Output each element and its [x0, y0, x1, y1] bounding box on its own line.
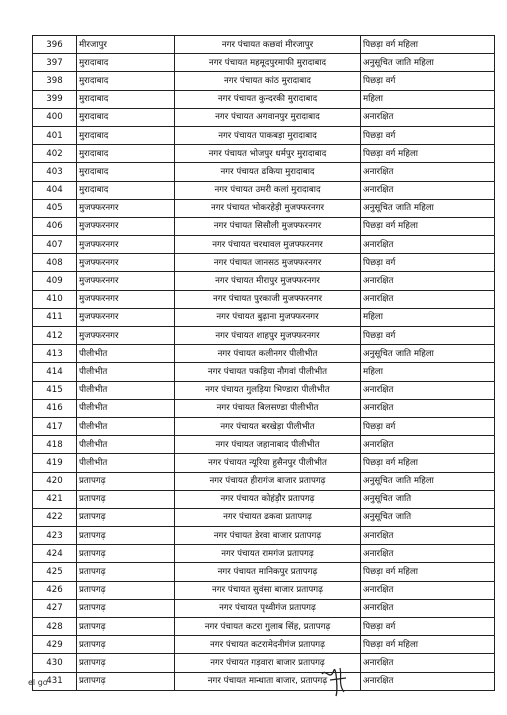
district-cell: मुरादाबाद	[77, 72, 175, 90]
table-row	[33, 672, 495, 690]
nagar-panchayat-cell: नगर पंचायत पुरकाजी मुजफ्फरनगर	[175, 290, 361, 308]
reservation-category-cell: अनारक्षित	[361, 399, 495, 417]
table-row	[33, 636, 495, 654]
district-cell: मुजफ्फरनगर	[77, 327, 175, 345]
reservation-category-cell: अनारक्षित	[361, 654, 495, 672]
district-cell: प्रतापगढ़	[77, 672, 175, 690]
serial-number-cell: 431	[33, 672, 77, 690]
district-cell: मुरादाबाद	[77, 90, 175, 108]
district-cell: पीलीभीत	[77, 454, 175, 472]
reservation-category-cell: अनारक्षित	[361, 163, 495, 181]
table-row	[33, 290, 495, 308]
reservation-category-cell: अनारक्षित	[361, 272, 495, 290]
serial-number-cell: 416	[33, 399, 77, 417]
nagar-panchayat-cell: नगर पंचायत ढकवा प्रतापगढ़	[175, 508, 361, 526]
serial-number-cell: 397	[33, 54, 77, 72]
reservation-category-cell: पिछड़ा वर्ग	[361, 417, 495, 435]
reservation-category-cell: अनारक्षित	[361, 672, 495, 690]
table-row	[33, 381, 495, 399]
serial-number-cell: 424	[33, 545, 77, 563]
district-cell: प्रतापगढ़	[77, 581, 175, 599]
nagar-panchayat-cell: नगर पंचायत पृथ्वीगंज प्रतापगढ़	[175, 599, 361, 617]
table-row	[33, 527, 495, 545]
serial-number-cell: 428	[33, 618, 77, 636]
nagar-panchayat-cell: नगर पंचायत मानिकपुर प्रतापगढ़	[175, 563, 361, 581]
table-row	[33, 417, 495, 435]
reservation-category-cell: अनुसूचित जाति महिला	[361, 199, 495, 217]
reservation-category-cell: पिछड़ा वर्ग महिला	[361, 563, 495, 581]
nagar-panchayat-cell: नगर पंचायत कछवां मीरजापुर	[175, 36, 361, 54]
nagar-panchayat-cell: नगर पंचायत हीरागंज बाजार प्रतापगढ़	[175, 472, 361, 490]
nagar-panchayat-cell: नगर पंचायत ढकिया मुरादाबाद	[175, 163, 361, 181]
reservation-category-cell: पिछड़ा वर्ग महिला	[361, 36, 495, 54]
table-row	[33, 199, 495, 217]
district-cell: मुजफ्फरनगर	[77, 254, 175, 272]
serial-number-cell: 430	[33, 654, 77, 672]
district-cell: पीलीभीत	[77, 436, 175, 454]
serial-number-cell: 411	[33, 308, 77, 326]
district-cell: मुजफ्फरनगर	[77, 217, 175, 235]
district-cell: प्रतापगढ़	[77, 618, 175, 636]
reservation-category-cell: पिछड़ा वर्ग	[361, 327, 495, 345]
table-row	[33, 236, 495, 254]
district-cell: पीलीभीत	[77, 363, 175, 381]
district-cell: पीलीभीत	[77, 417, 175, 435]
nagar-panchayat-cell: नगर पंचायत कांठ मुरादाबाद	[175, 72, 361, 90]
table-row	[33, 472, 495, 490]
district-cell: मुरादाबाद	[77, 163, 175, 181]
nagar-panchayat-cell: नगर पंचायत पकड़िया नौगवां पीलीभीत	[175, 363, 361, 381]
table-row	[33, 581, 495, 599]
nagar-panchayat-cell: नगर पंचायत डेरवा बाजार प्रतापगढ़	[175, 527, 361, 545]
serial-number-cell: 410	[33, 290, 77, 308]
reservation-category-cell: पिछड़ा वर्ग	[361, 72, 495, 90]
district-cell: मीरजापुर	[77, 36, 175, 54]
serial-number-cell: 415	[33, 381, 77, 399]
serial-number-cell: 404	[33, 181, 77, 199]
table-row	[33, 145, 495, 163]
table-row	[33, 345, 495, 363]
table-row	[33, 436, 495, 454]
nagar-panchayat-cell: नगर पंचायत शाहपुर मुजफ्फरनगर	[175, 327, 361, 345]
district-cell: मुजफ्फरनगर	[77, 272, 175, 290]
nagar-panchayat-cell: नगर पंचायत जहानाबाद पीलीभीत	[175, 436, 361, 454]
reservation-category-cell: अनारक्षित	[361, 599, 495, 617]
table-row	[33, 454, 495, 472]
nagar-panchayat-cell: नगर पंचायत मीरापुर मुजफ्फरनगर	[175, 272, 361, 290]
reservation-category-cell: अनारक्षित	[361, 527, 495, 545]
reservation-category-cell: पिछड़ा वर्ग महिला	[361, 636, 495, 654]
table-row	[33, 163, 495, 181]
district-cell: मुरादाबाद	[77, 54, 175, 72]
table-row	[33, 36, 495, 54]
reservation-category-cell: अनारक्षित	[361, 181, 495, 199]
reservation-category-cell: पिछड़ा वर्ग महिला	[361, 217, 495, 235]
footer-mark: el go	[28, 678, 48, 687]
nagar-panchayat-cell: नगर पंचायत उमरी कलां मुरादाबाद	[175, 181, 361, 199]
reservation-category-cell: महिला	[361, 308, 495, 326]
nagar-panchayat-cell: नगर पंचायत कटरामेदनीगंज प्रतापगढ़	[175, 636, 361, 654]
table-row	[33, 545, 495, 563]
serial-number-cell: 421	[33, 490, 77, 508]
table-body	[33, 36, 495, 691]
table-row	[33, 618, 495, 636]
reservation-category-cell: पिछड़ा वर्ग	[361, 126, 495, 144]
district-cell: मुजफ्फरनगर	[77, 199, 175, 217]
nagar-panchayat-cell: नगर पंचायत बुढ़ाना मुजफ्फरनगर	[175, 308, 361, 326]
table-row	[33, 308, 495, 326]
serial-number-cell: 407	[33, 236, 77, 254]
table-row	[33, 654, 495, 672]
district-cell: प्रतापगढ़	[77, 472, 175, 490]
table-row	[33, 508, 495, 526]
table-row	[33, 272, 495, 290]
district-cell: पीलीभीत	[77, 345, 175, 363]
district-cell: पीलीभीत	[77, 381, 175, 399]
serial-number-cell: 403	[33, 163, 77, 181]
reservation-category-cell: अनारक्षित	[361, 236, 495, 254]
serial-number-cell: 402	[33, 145, 77, 163]
district-cell: मुरादाबाद	[77, 181, 175, 199]
nagar-panchayat-cell: नगर पंचायत पाकबड़ा मुरादाबाद	[175, 126, 361, 144]
serial-number-cell: 406	[33, 217, 77, 235]
table-row	[33, 599, 495, 617]
serial-number-cell: 401	[33, 126, 77, 144]
nagar-panchayat-cell: नगर पंचायत बिलसण्डा पीलीभीत	[175, 399, 361, 417]
nagar-panchayat-cell: नगर पंचायत न्यूरिया हुसैनपुर पीलीभीत	[175, 454, 361, 472]
signature-mark	[316, 660, 356, 700]
nagar-panchayat-cell: नगर पंचायत मान्धाता बाजार, प्रतापगढ़	[175, 672, 361, 690]
table-row	[33, 108, 495, 126]
reservation-category-cell: अनुसूचित जाति	[361, 490, 495, 508]
district-cell: मुरादाबाद	[77, 145, 175, 163]
table-row	[33, 54, 495, 72]
table-row	[33, 72, 495, 90]
reservation-category-cell: महिला	[361, 90, 495, 108]
serial-number-cell: 425	[33, 563, 77, 581]
reservation-category-cell: पिछड़ा वर्ग महिला	[361, 145, 495, 163]
district-cell: प्रतापगढ़	[77, 527, 175, 545]
serial-number-cell: 400	[33, 108, 77, 126]
serial-number-cell: 414	[33, 363, 77, 381]
district-cell: मुजफ्फरनगर	[77, 290, 175, 308]
nagar-panchayat-cell: नगर पंचायत गुलड़िया भिण्डारा पीलीभीत	[175, 381, 361, 399]
serial-number-cell: 422	[33, 508, 77, 526]
serial-number-cell: 398	[33, 72, 77, 90]
district-cell: मुरादाबाद	[77, 126, 175, 144]
district-cell: प्रतापगढ़	[77, 599, 175, 617]
nagar-panchayat-cell: नगर पंचायत कटरा गुलाब सिंह, प्रतापगढ़	[175, 618, 361, 636]
table-row	[33, 563, 495, 581]
reservation-table	[32, 35, 495, 691]
serial-number-cell: 427	[33, 599, 77, 617]
nagar-panchayat-cell: नगर पंचायत कोहंड़ौर प्रतापगढ़	[175, 490, 361, 508]
reservation-category-cell: अनुसूचित जाति महिला	[361, 345, 495, 363]
serial-number-cell: 405	[33, 199, 77, 217]
serial-number-cell: 426	[33, 581, 77, 599]
serial-number-cell: 396	[33, 36, 77, 54]
district-cell: प्रतापगढ़	[77, 490, 175, 508]
nagar-panchayat-cell: नगर पंचायत सुवंसा बाजार प्रतापगढ़	[175, 581, 361, 599]
serial-number-cell: 412	[33, 327, 77, 345]
table-row	[33, 90, 495, 108]
reservation-category-cell: महिला	[361, 363, 495, 381]
table-row	[33, 327, 495, 345]
serial-number-cell: 413	[33, 345, 77, 363]
serial-number-cell: 399	[33, 90, 77, 108]
nagar-panchayat-cell: नगर पंचायत भोकरहेड़ी मुजफ्फरनगर	[175, 199, 361, 217]
serial-number-cell: 419	[33, 454, 77, 472]
district-cell: मुरादाबाद	[77, 108, 175, 126]
nagar-panchayat-cell: नगर पंचायत बरखेड़ा पीलीभीत	[175, 417, 361, 435]
nagar-panchayat-cell: नगर पंचायत महमूदपुरमाफी मुरादाबाद	[175, 54, 361, 72]
nagar-panchayat-cell: नगर पंचायत कलीनगर पीलीभीत	[175, 345, 361, 363]
district-cell: पीलीभीत	[77, 399, 175, 417]
district-cell: प्रतापगढ़	[77, 654, 175, 672]
table-row	[33, 399, 495, 417]
nagar-panchayat-cell: नगर पंचायत गड़वारा बाजार प्रतापगढ़	[175, 654, 361, 672]
serial-number-cell: 409	[33, 272, 77, 290]
nagar-panchayat-cell: नगर पंचायत भोजपुर धर्मपुर मुरादाबाद	[175, 145, 361, 163]
nagar-panchayat-cell: नगर पंचायत रामगंज प्रतापगढ़	[175, 545, 361, 563]
nagar-panchayat-cell: नगर पंचायत कुन्दरकी मुरादाबाद	[175, 90, 361, 108]
nagar-panchayat-cell: नगर पंचायत सिसौली मुजफ्फरनगर	[175, 217, 361, 235]
serial-number-cell: 420	[33, 472, 77, 490]
district-cell: प्रतापगढ़	[77, 636, 175, 654]
table-row	[33, 490, 495, 508]
district-cell: प्रतापगढ़	[77, 563, 175, 581]
serial-number-cell: 423	[33, 527, 77, 545]
district-cell: मुजफ्फरनगर	[77, 308, 175, 326]
serial-number-cell: 418	[33, 436, 77, 454]
reservation-category-cell: पिछड़ा वर्ग महिला	[361, 454, 495, 472]
serial-number-cell: 429	[33, 636, 77, 654]
reservation-category-cell: पिछड़ा वर्ग	[361, 254, 495, 272]
table-row	[33, 126, 495, 144]
table-row	[33, 181, 495, 199]
table-row	[33, 217, 495, 235]
district-cell: मुजफ्फरनगर	[77, 236, 175, 254]
table-row	[33, 363, 495, 381]
reservation-category-cell: अनारक्षित	[361, 381, 495, 399]
nagar-panchayat-cell: नगर पंचायत अगवानपुर मुरादाबाद	[175, 108, 361, 126]
nagar-panchayat-cell: नगर पंचायत चरथावल मुजफ्फरनगर	[175, 236, 361, 254]
reservation-category-cell: अनारक्षित	[361, 581, 495, 599]
district-cell: प्रतापगढ़	[77, 508, 175, 526]
reservation-category-cell: अनुसूचित जाति महिला	[361, 472, 495, 490]
nagar-panchayat-cell: नगर पंचायत जानसठ मुजफ्फरनगर	[175, 254, 361, 272]
table-row	[33, 254, 495, 272]
serial-number-cell: 408	[33, 254, 77, 272]
reservation-category-cell: अनुसूचित जाति	[361, 508, 495, 526]
reservation-category-cell: पिछड़ा वर्ग	[361, 618, 495, 636]
reservation-category-cell: अनारक्षित	[361, 108, 495, 126]
district-cell: प्रतापगढ़	[77, 545, 175, 563]
reservation-category-cell: अनारक्षित	[361, 436, 495, 454]
reservation-category-cell: अनारक्षित	[361, 545, 495, 563]
reservation-category-cell: अनारक्षित	[361, 290, 495, 308]
serial-number-cell: 417	[33, 417, 77, 435]
reservation-category-cell: अनुसूचित जाति महिला	[361, 54, 495, 72]
